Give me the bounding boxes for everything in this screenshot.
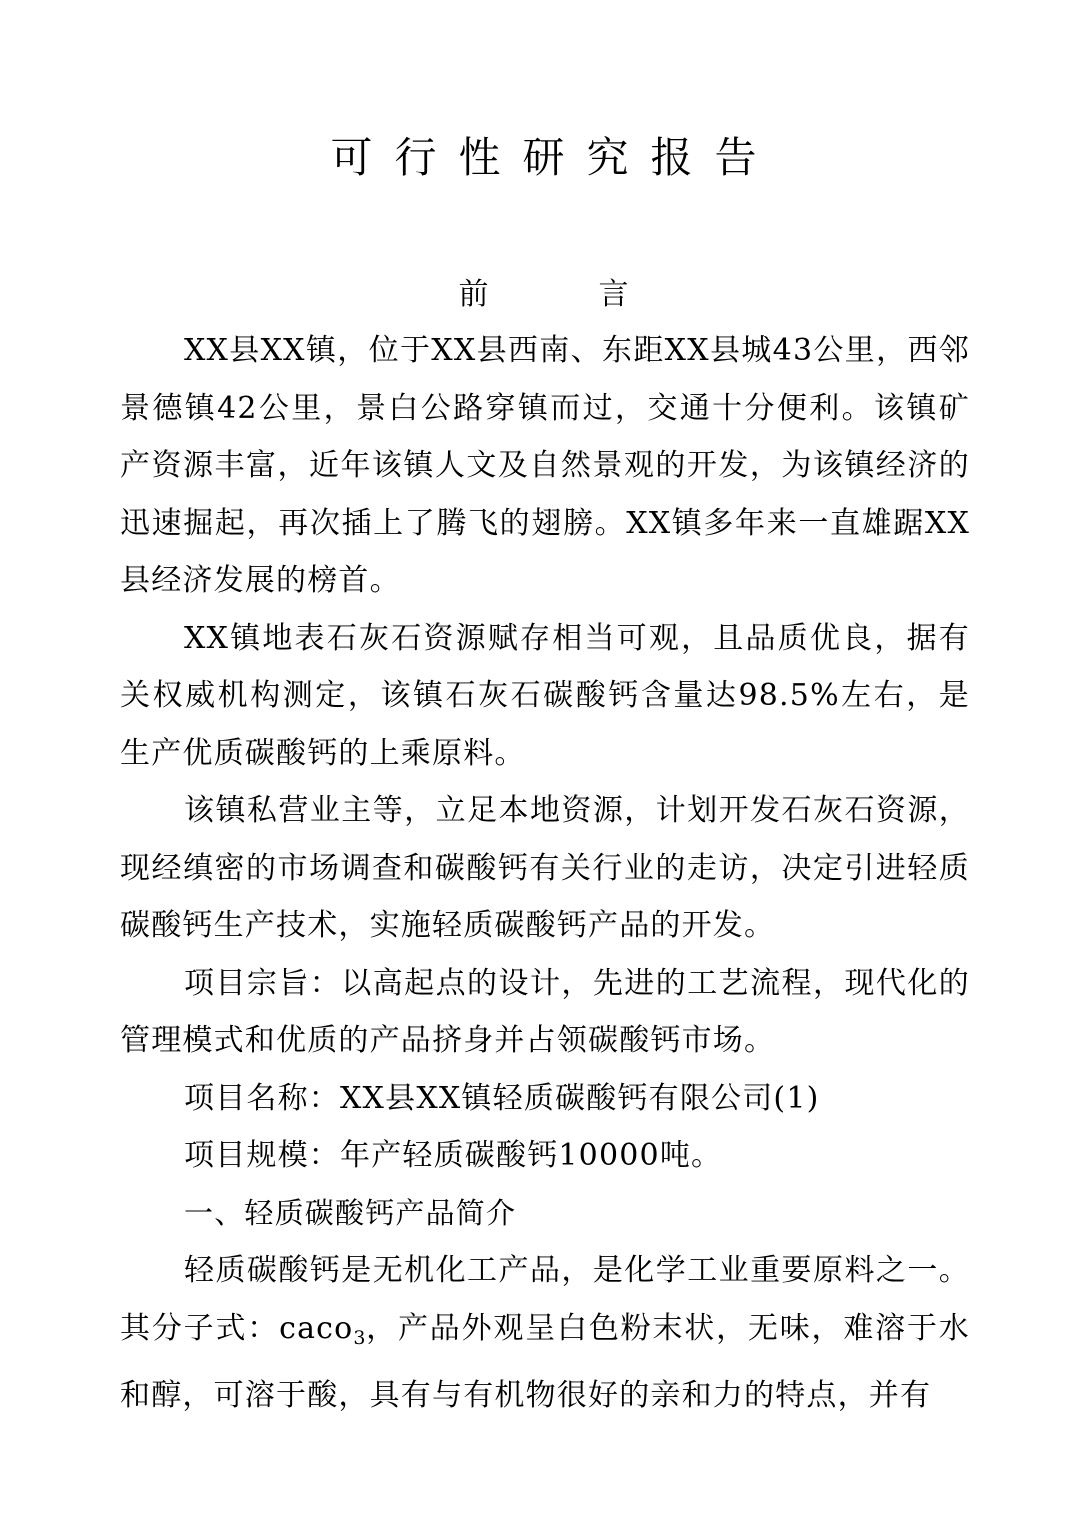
paragraph-location: XX县XX镇，位于XX县西南、东距XX县城43公里，西邻景德镇42公里，景白公路穿镇而过，交通十分便利。该镇矿产资源丰富，近年该镇人文及自然景观的开发，为该镇经济的迅速掘起，再次插上了腾飞的翅膀。XX镇多年来一直雄踞XX县经济发展的榜首。 <box>120 333 970 598</box>
document-body <box>120 322 970 1425</box>
section-heading: 一、轻质碳酸钙产品简介 <box>184 1195 517 1230</box>
preface-heading-char-2: 言 <box>598 277 629 312</box>
preface-heading <box>0 270 1087 320</box>
paragraph-resources: XX镇地表石灰石资源赋存相当可观，且品质优良，据有关权威机构测定，该镇石灰石碳酸钙含量达98.5%左右，是生产优质碳酸钙的上乘原料。 <box>120 620 970 771</box>
paragraph-project-name: 项目名称：XX县XX镇轻质碳酸钙有限公司(1) <box>184 1080 820 1116</box>
product-intro-text-end: ，产品外观呈白色粉末状，无味，难溶于水和醇，可溶于酸，具有与有机物很好的亲和力的特点，并有 <box>120 1310 970 1413</box>
paragraph-plan: 该镇私营业主等，立足本地资源，计划开发石灰石资源，现经缜密的市场调查和碳酸钙有关行业的走访，决定引进轻质碳酸钙生产技术，实施轻质碳酸钙产品的开发。 <box>120 793 970 943</box>
paragraph-purpose: 项目宗旨：以高起点的设计，先进的工艺流程，现代化的管理模式和优质的产品挤身并占领碳酸钙市场。 <box>120 965 970 1058</box>
preface-heading-char-1: 前 <box>458 277 489 312</box>
formula-subscript: 3 <box>353 1326 366 1349</box>
paragraph-project-scale: 项目规模：年产轻质碳酸钙10000吨。 <box>184 1138 723 1173</box>
product-intro-text-start: 轻质碳酸钙是无机化工产品，是化学工业重要原料之一。其分子式：caco <box>120 1253 970 1346</box>
paragraph-product-intro <box>120 1242 970 1425</box>
document-title: 可行性研究报告 <box>330 133 779 182</box>
